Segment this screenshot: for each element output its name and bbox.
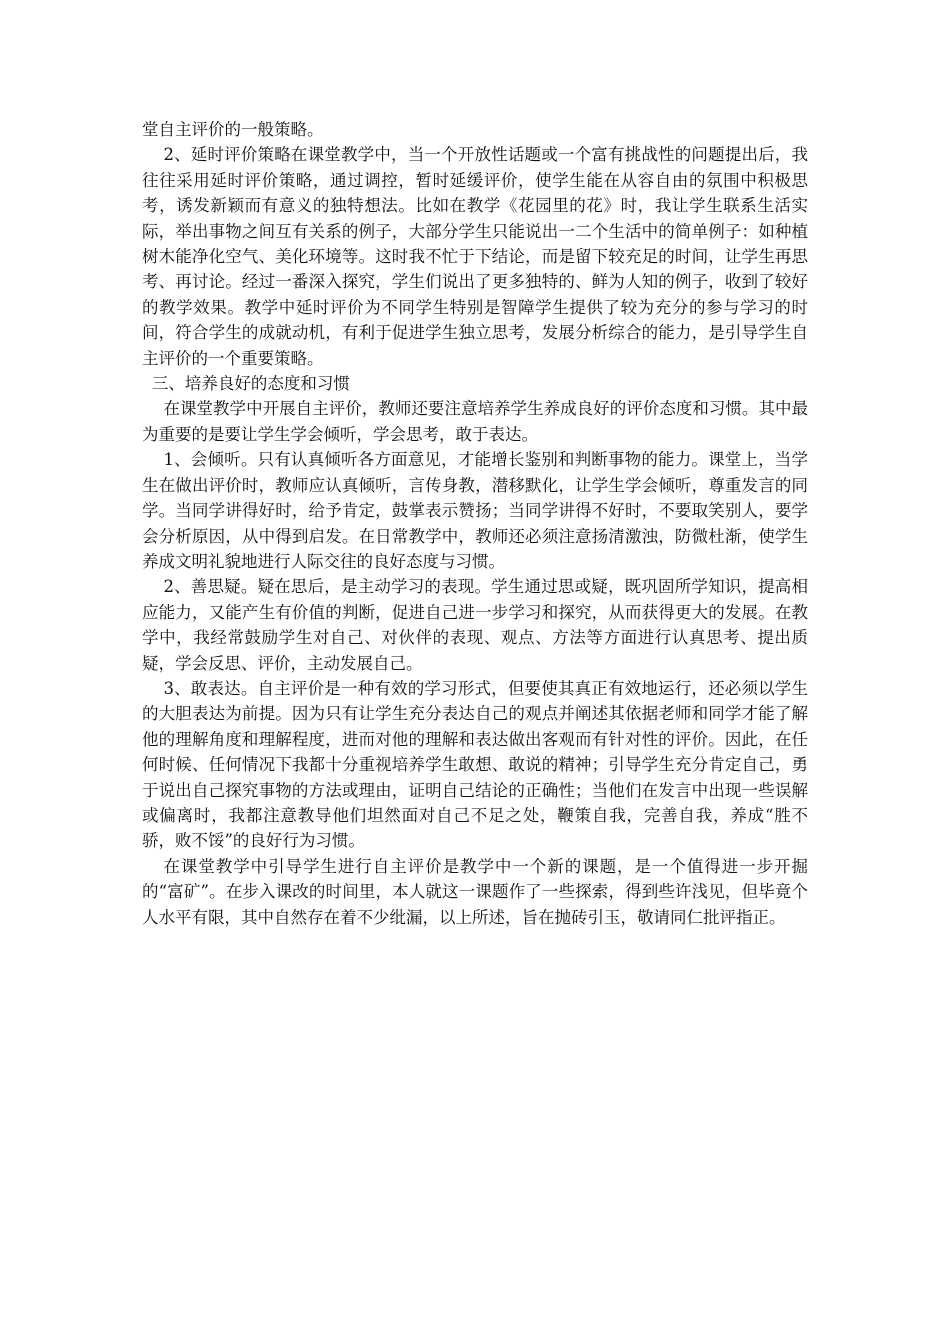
paragraph-listening: 1、会倾听。只有认真倾听各方面意见，才能增长鉴别和判断事物的能力。课堂上，当学生在做出评价时，教师应认真倾听，言传身教，潜移默化，让学生学会倾听，尊重发言的同学。当同学讲得好时，给予肯定，鼓掌表示赞扬；当同学讲得不好时，不要取笑别人，要学会分析原因，从中得到启发。在日常教学中，教师还必须注意扬清激浊，防微杜渐，使学生养成文明礼貌地进行人际交往的良好态度与习惯。 (142, 450, 808, 571)
paragraph-delayed-evaluation: 2、延时评价策略在课堂教学中，当一个开放性话题或一个富有挑战性的问题提出后，我往往采用延时评价策略，通过调控，暂时延缓评价，使学生能在从容自由的氛围中积极思考，诱发新颖而有意义的独特想法。比如在教学《花园里的花》时，我让学生联系生活实际，举出事物之间互有关系的例子，大部分学生只能说出一二个生活中的简单例子：如种植树木能净化空气、美化环境等。这时我不忙于下结论，而是留下较充足的时间，让学生再思考、再讨论。经过一番深入探究，学生们说出了更多独特的、鲜为人知的例子，收到了较好的教学效果。教学中延时评价为不同学生特别是智障学生提供了较为充分的参与学习的时间，符合学生的成就动机，有利于促进学生独立思考，发展分析综合的能力，是引导学生自主评价的一个重要策略。 (142, 145, 808, 368)
section-heading: 三、培养良好的态度和习惯 (151, 374, 350, 394)
paragraph-continuation: 堂自主评价的一般策略。 (142, 120, 324, 139)
paragraph-conclusion: 在课堂教学中引导学生进行自主评价是教学中一个新的课题，是一个值得进一步开掘的“富矿”。在步入课改的时间里，本人就这一课题作了一些探索，得到些许浅见，但毕竟个人水平有限，其中自然存在着不少纰漏，以上所述，旨在抛砖引玉，敬请同仁批评指正。 (142, 856, 808, 927)
paragraph-section-intro: 在课堂教学中开展自主评价，教师还要注意培养学生养成良好的评价态度和习惯。其中最为重要的是要让学生学会倾听，学会思考，敢于表达。 (142, 399, 808, 444)
paragraph-expression: 3、敢表达。自主评价是一种有效的学习形式，但要使其真正有效地运行，还必须以学生的大胆表达为前提。因为只有让学生充分表达自己的观点并阐述其依据老师和同学才能了解他的理解角度和理解程度，进而对他的理解和表达做出客观而有针对性的评价。因此，在任何时候、任何情况下我都十分重视培养学生敢想、敢说的精神；引导学生充分肯定自己，勇于说出自己探究事物的方法或理由，证明自己结论的正确性；当他们在发言中出现一些误解或偏离时，我都注意教导他们坦然面对自己不足之处，鞭策自我，完善自我，养成“胜不骄，败不馁”的良好行为习惯。 (142, 678, 808, 851)
paragraph-questioning: 2、善思疑。疑在思后，是主动学习的表现。学生通过思或疑，既巩固所学知识，提高相应能力，又能产生有价值的判断，促进自己进一步学习和探究，从而获得更大的发展。在教学中，我经常鼓励学生对自己、对伙伴的表现、观点、方法等方面进行认真思考、提出质疑，学会反思、评价，主动发展自己。 (142, 577, 808, 673)
document-page (142, 117, 808, 930)
